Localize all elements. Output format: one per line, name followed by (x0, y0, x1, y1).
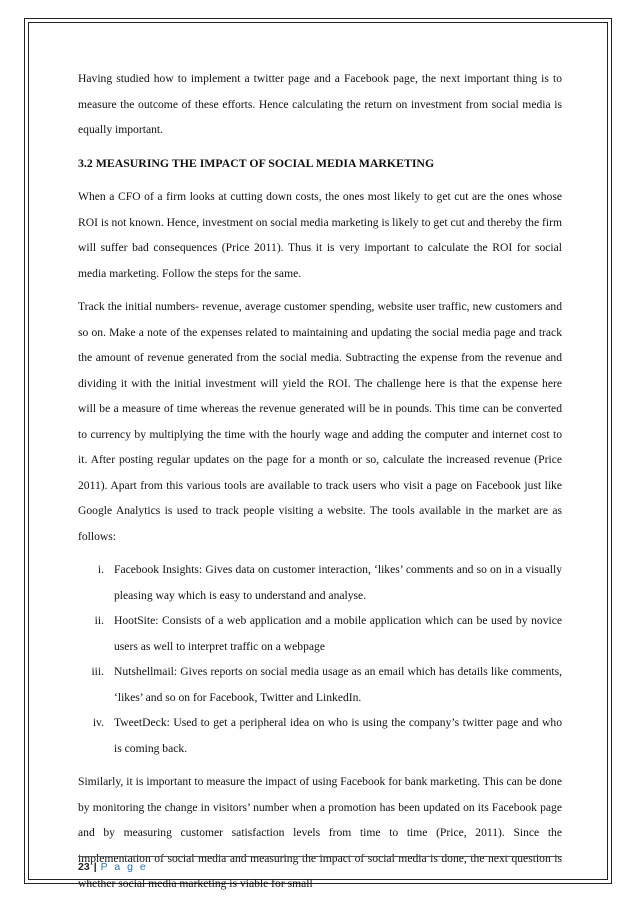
list-item-number: iv. (92, 716, 104, 729)
paragraph-roi: When a CFO of a firm looks at cutting down costs, the ones most likely to get cut are the ones whose ROI is not known. Hence, investment on social media marketing is likely to get cut and thereby the firm will suffer bad consequences (Price 2011). Thus it is very important to calculate the ROI for social media marketing. Follow the steps for the same. (78, 190, 562, 280)
paragraph-tracking: Track the initial numbers- revenue, average customer spending, website user traffic, new customers and so on. Make a note of the expenses related to maintaining and updating the social media page and track the amount of revenue generated from the social media. Subtracting the expense from the revenue and dividing it with the initial investment will yield the ROI. The challenge here is that the expense here will be a measure of time whereas the revenue generated will be in pounds. This time can be converted to currency by multiplying the time with the hourly wage and adding the computer and internet cost to it. After posting regular updates on the page for a month or so, calculate the increased revenue (Price 2011). Apart from this various tools are available to track users who visit a page on Facebook just like Google Analytics is used to track people visiting a website. The tools available in the market are as follows: (78, 300, 562, 543)
section-heading: 3.2 MEASURING THE IMPACT OF SOCIAL MEDIA MARKETING (78, 155, 435, 170)
page-number: 23 (78, 861, 90, 873)
page-label: P a g e (100, 861, 148, 873)
list-item-text: Facebook Insights: Gives data on customer interaction, ‘likes’ comments and so on in a visually pleasing way which is easy to understand and analyse. (114, 563, 562, 602)
list-item (78, 659, 562, 710)
list-item-text: Nutshellmail: Gives reports on social media usage as an email which has details like comments, ‘likes’ and so on for Facebook, Twitter and LinkedIn. (114, 665, 562, 704)
list-item (78, 608, 562, 659)
list-item (78, 557, 562, 608)
list-item-number: i. (97, 563, 104, 576)
page-footer (78, 861, 148, 873)
intro-paragraph: Having studied how to implement a twitter page and a Facebook page, the next important thing is to measure the outcome of these efforts. Hence calculating the return on investment from social media is equally important. (78, 72, 562, 136)
list-item-number: iii. (91, 665, 104, 678)
footer-divider (78, 856, 562, 857)
document-body (78, 66, 562, 905)
list-item-number: ii. (94, 614, 104, 627)
tools-list (78, 557, 562, 761)
footer-separator: | (93, 861, 97, 873)
list-item (78, 710, 562, 761)
paragraph-bank-marketing: Similarly, it is important to measure the impact of using Facebook for bank marketing. This can be done by monitoring the change in visitors’ number when a promotion has been updated on its Facebook page and by measuring customer satisfaction levels from time to time (Price, 2011). Since the implementation of social media and measuring the impact of social media is done, the next question is whether social media marketing is viable for small (78, 775, 562, 890)
list-item-text: TweetDeck: Used to get a peripheral idea on who is using the company’s twitter page and who is coming back. (114, 716, 562, 755)
list-item-text: HootSite: Consists of a web application and a mobile application which can be used by novice users as well to interpret traffic on a webpage (114, 614, 562, 653)
